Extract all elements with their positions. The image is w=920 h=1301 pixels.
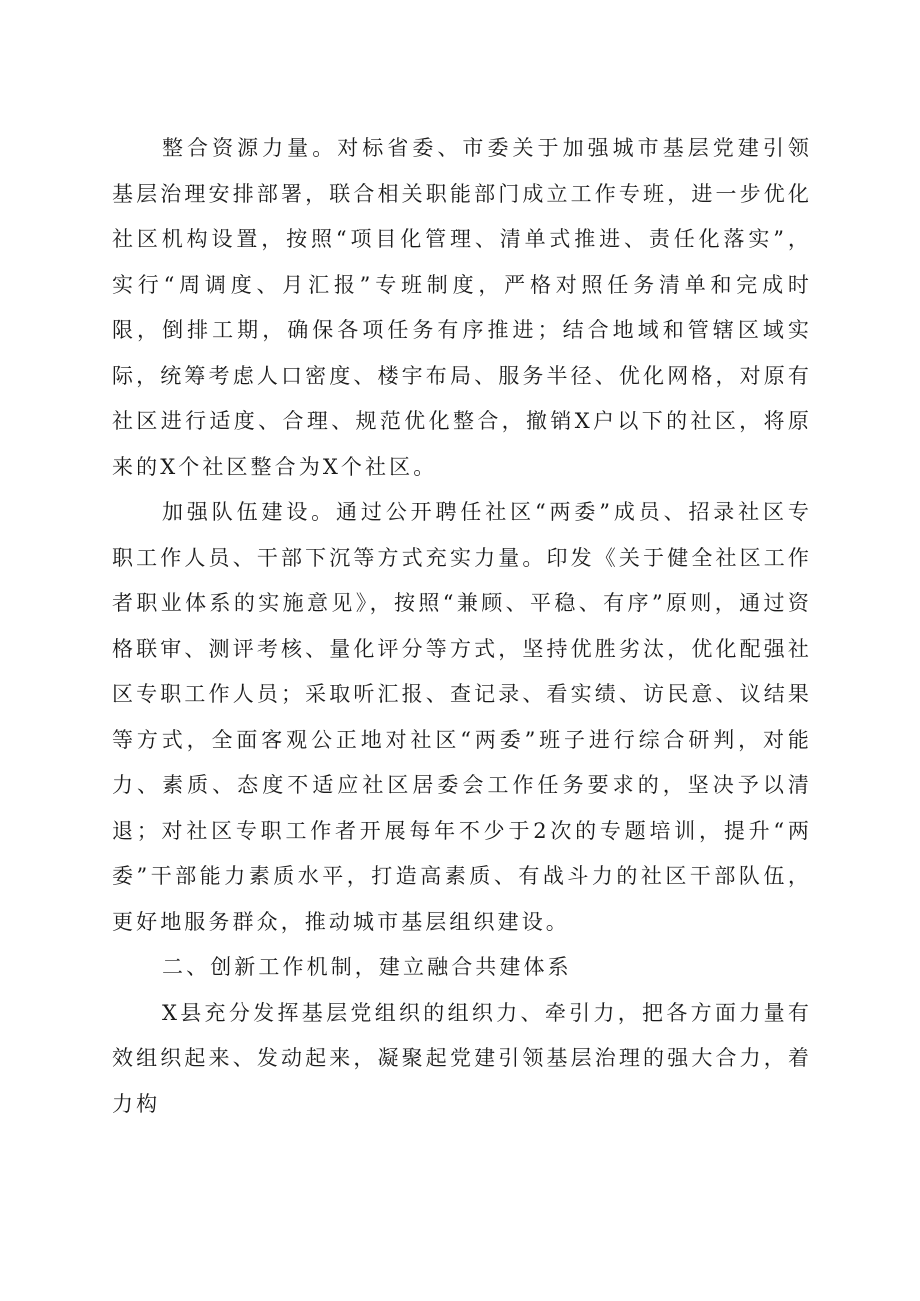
paragraph-integrate-resources: 整合资源力量。对标省委、市委关于加强城市基层党建引领基层治理安排部署，联合相关职能部门成立工作专班，进一步优化社区机构设置，按照“项目化管理、清单式推进、责任化落实”，实行“周调度、月汇报”专班制度，严格对照任务清单和完成时限，倒排工期，确保各项任务有序推进；结合地域和管辖区域实际，统筹考虑人口密度、楼宇布局、服务半径、优化网格，对原有社区进行适度、合理、规范优化整合，撤销X户以下的社区，将原来的X个社区整合为X个社区。 bbox=[112, 136, 812, 479]
paragraph-closing: X县充分发挥基层党组织的组织力、牵引力，把各方面力量有效组织起来、发动起来，凝聚起党建引领基层治理的强大合力，着力构 bbox=[112, 1000, 812, 1116]
paragraph-team-building: 加强队伍建设。通过公开聘任社区“两委”成员、招录社区专职工作人员、干部下沉等方式充实力量。印发《关于健全社区工作者职业体系的实施意见》，按照“兼顾、平稳、有序”原则，通过资格联审、测评考核、量化评分等方式，坚持优胜劣汰，优化配强社区专职工作人员；采取听汇报、查记录、看实绩、访民意、议结果等方式，全面客观公正地对社区“两委”班子进行综合研判，对能力、素质、态度不适应社区居委会工作任务要求的，坚决予以清退；对社区专职工作者开展每年不少于2次的专题培训，提升“两委”干部能力素质水平，打造高素质、有战斗力的社区干部队伍，更好地服务群众，推动城市基层组织建设。 bbox=[112, 500, 812, 934]
document-body bbox=[112, 126, 812, 1127]
section-heading: 二、创新工作机制，建立融合共建体系 bbox=[162, 955, 572, 979]
